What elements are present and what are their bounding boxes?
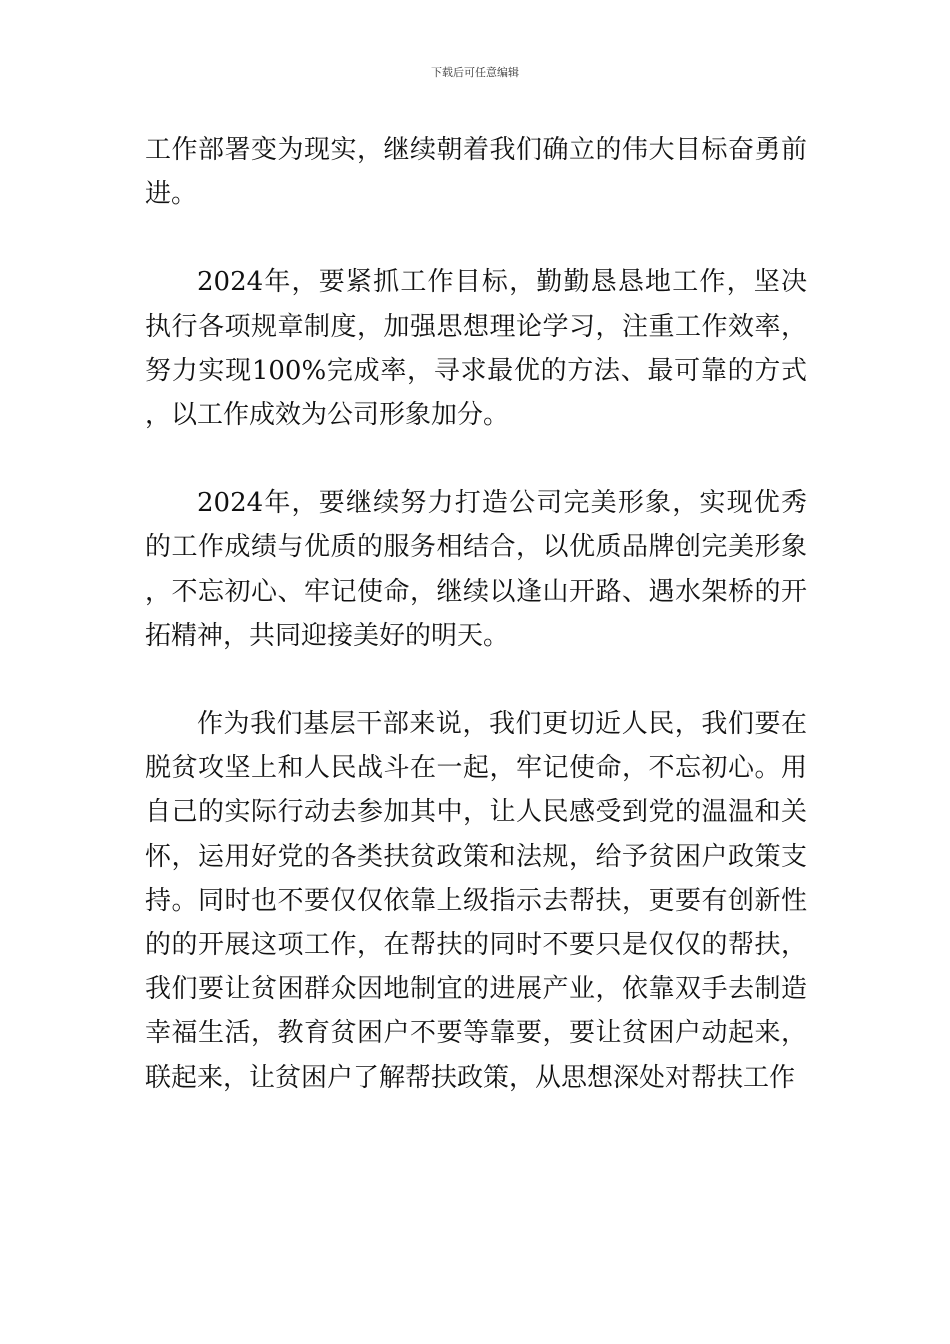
- paragraph-2: 2024年，要紧抓工作目标，勤勤恳恳地工作，坚决执行各项规章制度，加强思想理论学习，注重工作效率，努力实现100%完成率，寻求最优的方法、最可靠的方式，以工作成效为公司形象加分。: [145, 267, 807, 431]
- paragraph-3: 2024年，要继续努力打造公司完美形象，实现优秀的工作成绩与优质的服务相结合，以优质品牌创完美形象，不忘初心、牢记使命，继续以逢山开路、遇水架桥的开拓精神，共同迎接美好的明天。: [145, 488, 807, 651]
- document-body: [145, 128, 807, 1144]
- paragraph-4: 作为我们基层干部来说，我们更切近人民，我们要在脱贫攻坚上和人民战斗在一起，牢记使命，不忘初心。用自己的实际行动去参加其中，让人民感受到党的温温和关怀，运用好党的各类扶贫政策和法规，给予贫困户政策支持。同时也不要仅仅依靠上级指示去帮扶，更要有创新性的的开展这项工作，在帮扶的同时不要只是仅仅的帮扶，我们要让贫困群众因地制宜的进展产业，依靠双手去制造幸福生活，教育贫困户不要等靠要，要让贫困户动起来，联起来，让贫困户了解帮扶政策，从思想深处对帮扶工作: [145, 709, 807, 1093]
- page-header-note: 下载后可任意编辑: [431, 66, 519, 79]
- paragraph-1: 工作部署变为现实，继续朝着我们确立的伟大目标奋勇前进。: [145, 135, 807, 210]
